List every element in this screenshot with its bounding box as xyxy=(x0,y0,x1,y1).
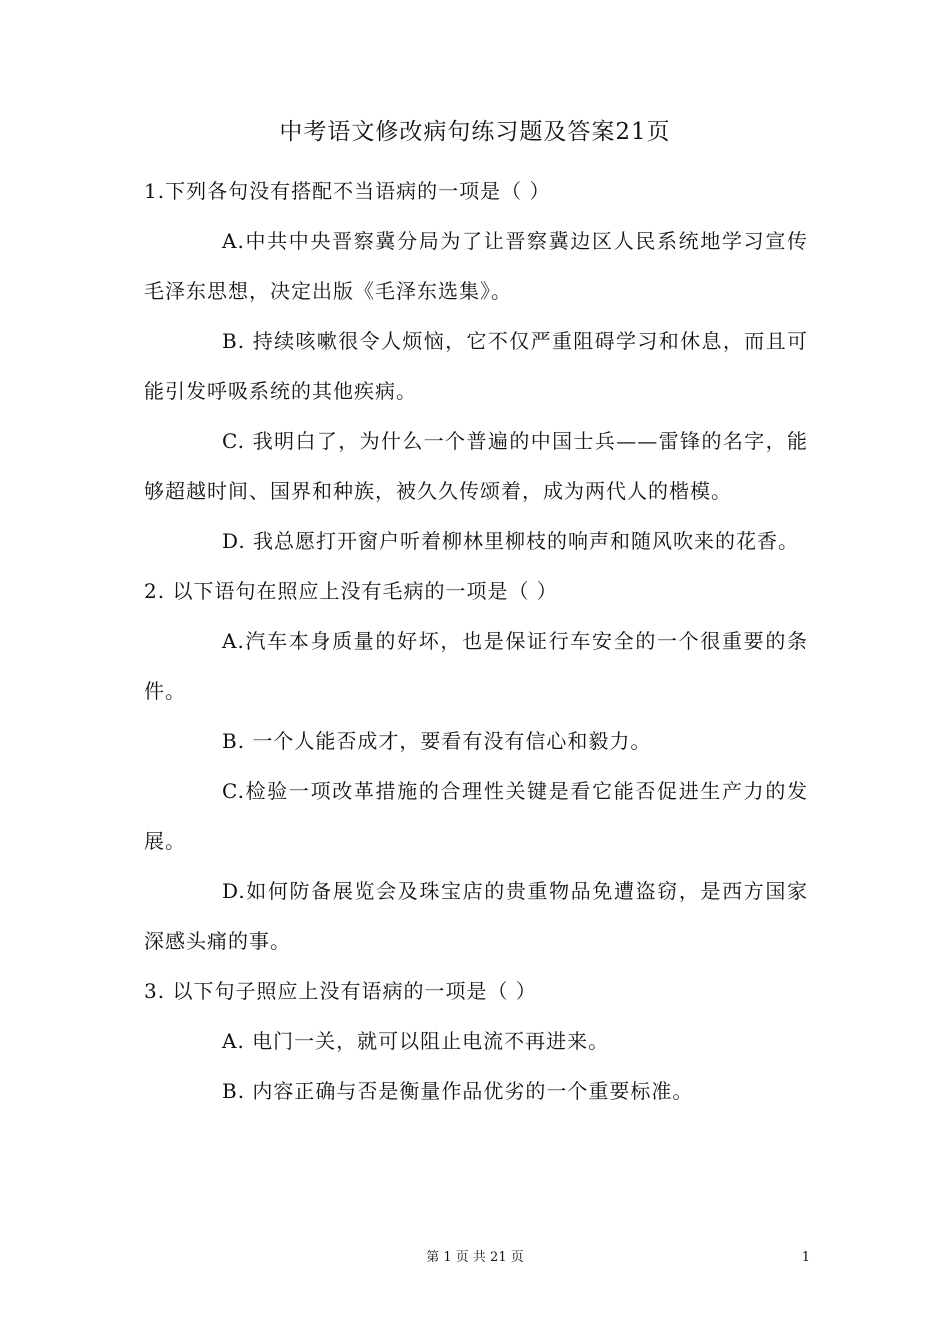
page-count-label: 第 1 页 共 21 页 xyxy=(426,1250,524,1265)
question-stem: 1.下列各句没有搭配不当语病的一项是（ ） xyxy=(144,179,551,203)
question-option: C.检验一项改革措施的合理性关键是看它能否促进生产力的发展。 xyxy=(144,779,808,853)
question-option: B. 内容正确与否是衡量作品优劣的一个重要标准。 xyxy=(222,1079,694,1103)
question-stem: 3. 以下句子照应上没有语病的一项是（ ） xyxy=(144,979,537,1003)
question-option: A.汽车本身质量的好坏，也是保证行车安全的一个很重要的条件。 xyxy=(144,629,808,703)
document-title: 中考语文修改病句练习题及答案21页 xyxy=(279,119,671,145)
question-option: A.中共中央晋察冀分局为了让晋察冀边区人民系统地学习宣传毛泽东思想，决定出版《毛泽东选集》。 xyxy=(144,229,808,303)
question-option: D.如何防备展览会及珠宝店的贵重物品免遭盗窃，是西方国家深感头痛的事。 xyxy=(144,879,808,953)
document-body xyxy=(144,166,808,1116)
question-option: C. 我明白了，为什么一个普遍的中国士兵——雷锋的名字，能够超越时间、国界和种族，被久久传颂着，成为两代人的楷模。 xyxy=(144,429,808,503)
question-option: A. 电门一关，就可以阻止电流不再进来。 xyxy=(222,1029,610,1053)
question-option: B. 持续咳嗽很令人烦恼，它不仅严重阻碍学习和休息，而且可能引发呼吸系统的其他疾病。 xyxy=(144,329,808,403)
question-stem: 2. 以下语句在照应上没有毛病的一项是（ ） xyxy=(144,579,558,603)
question-option: D. 我总愿打开窗户听着柳林里柳枝的响声和随风吹来的花香。 xyxy=(222,529,800,553)
page-number: 1 xyxy=(801,1250,810,1265)
question-option: B. 一个人能否成才，要看有没有信心和毅力。 xyxy=(222,729,652,753)
